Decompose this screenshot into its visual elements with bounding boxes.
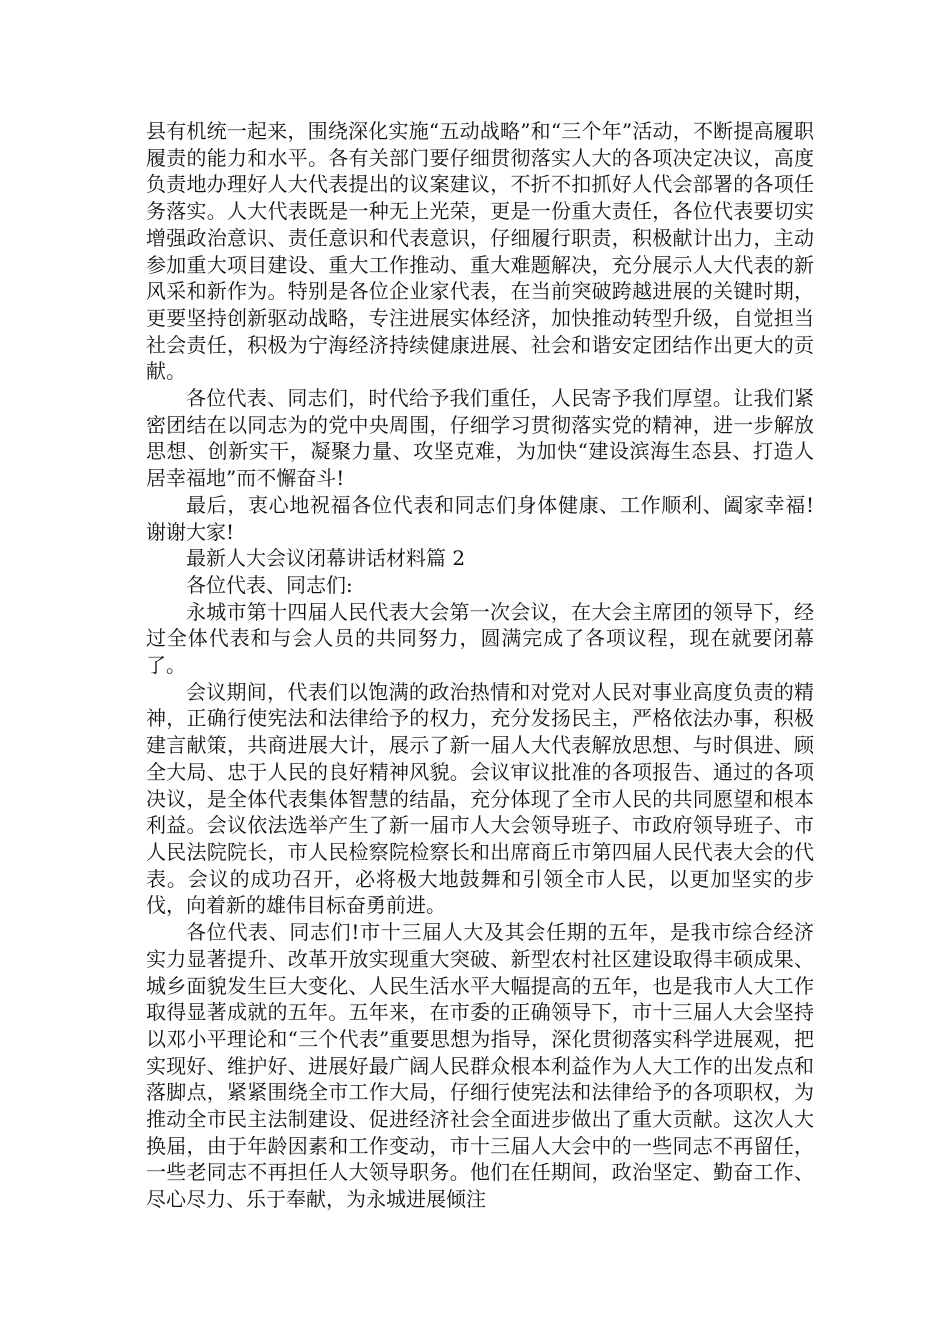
paragraph: 县有机统一起来，围绕深化实施“五动战略”和“三个年”活动，不断提高履职履责的能力和水平。各有关部门要仔细贯彻落实人大的各项决定决议，高度负责地办理好人大代表提出的议案建议，不折不扣抓好人代会部署的各项任务落实。人大代表既是一种无上光荣，更是一份重大责任，各位代表要切实增强政治意识、责任意识和代表意识，仔细履行职责，积极献计出力，主动参加重大项目建设、重大工作推动、重大难题解决，充分展示人大代表的新风采和新作为。特别是各位企业家代表，在当前突破跨越进展的关键时期，更要坚持创新驱动战略，专注进展实体经济，加快推动转型升级，自觉担当社会责任，积极为宁海经济持续健康进展、社会和谐安定团结作出更大的贡献。 bbox=[146, 119, 814, 384]
salutation: 各位代表、同志们: bbox=[186, 572, 353, 597]
paragraph: 各位代表、同志们，时代给予我们重任，人民寄予我们厚望。让我们紧密团结在以同志为的党中央周围，仔细学习贯彻落实党的精神，进一步解放思想、创新实干，凝聚力量、攻坚克难，为加快“建设滨海生态县、打造人居幸福地”而不懈奋斗! bbox=[146, 386, 814, 491]
paragraph: 各位代表、同志们!市十三届人大及其会任期的五年，是我市综合经济实力显著提升、改革开放实现重大突破、新型农村社区建设取得丰硕成果、城乡面貌发生巨大变化、人民生活水平大幅提高的五年，也是我市人大工作取得显著成就的五年。五年来，在市委的正确领导下，市十三届人大会坚持以邓小平理论和“三个代表”重要思想为指导，深化贯彻落实科学进展观，把实现好、维护好、进展好最广阔人民群众根本利益作为人大工作的出发点和落脚点，紧紧围绕全市工作大局，仔细行使宪法和法律给予的各项职权，为推动全市民主法制建设、促进经济社会全面进步做出了重大贡献。这次人大换届，由于年龄因素和工作变动，市十三届人大会中的一些同志不再留任，一些老同志不再担任人大领导职务。他们在任期间，政治坚定、勤奋工作、尽心尽力、乐于奉献，为永城进展倾注 bbox=[146, 920, 814, 1212]
document-body bbox=[146, 118, 814, 1213]
paragraph: 会议期间，代表们以饱满的政治热情和对党对人民对事业高度负责的精神，正确行使宪法和法律给予的权力，充分发扬民主，严格依法办事，积极建言献策，共商进展大计，展示了新一届人大代表解放思想、与时俱进、顾全大局、忠于人民的良好精神风貌。会议审议批准的各项报告、通过的各项决议，是全体代表集体智慧的结晶，充分体现了全市人民的共同愿望和根本利益。会议依法选举产生了新一届市人大会领导班子、市政府领导班子、市人民法院院长，市人民检察院检察长和出席商丘市第四届人民代表大会的代表。会议的成功召开，必将极大地鼓舞和引领全市人民，以更加坚实的步伐，向着新的雄伟目标奋勇前进。 bbox=[146, 679, 814, 918]
paragraph: 永城市第十四届人民代表大会第一次会议，在大会主席团的领导下，经过全体代表和与会人员的共同努力，圆满完成了各项议程，现在就要闭幕了。 bbox=[146, 599, 814, 678]
section-heading: 最新人大会议闭幕讲话材料篇 2 bbox=[186, 546, 466, 571]
paragraph: 最后，衷心地祝福各位代表和同志们身体健康、工作顺利、阖家幸福!谢谢大家! bbox=[146, 492, 814, 544]
